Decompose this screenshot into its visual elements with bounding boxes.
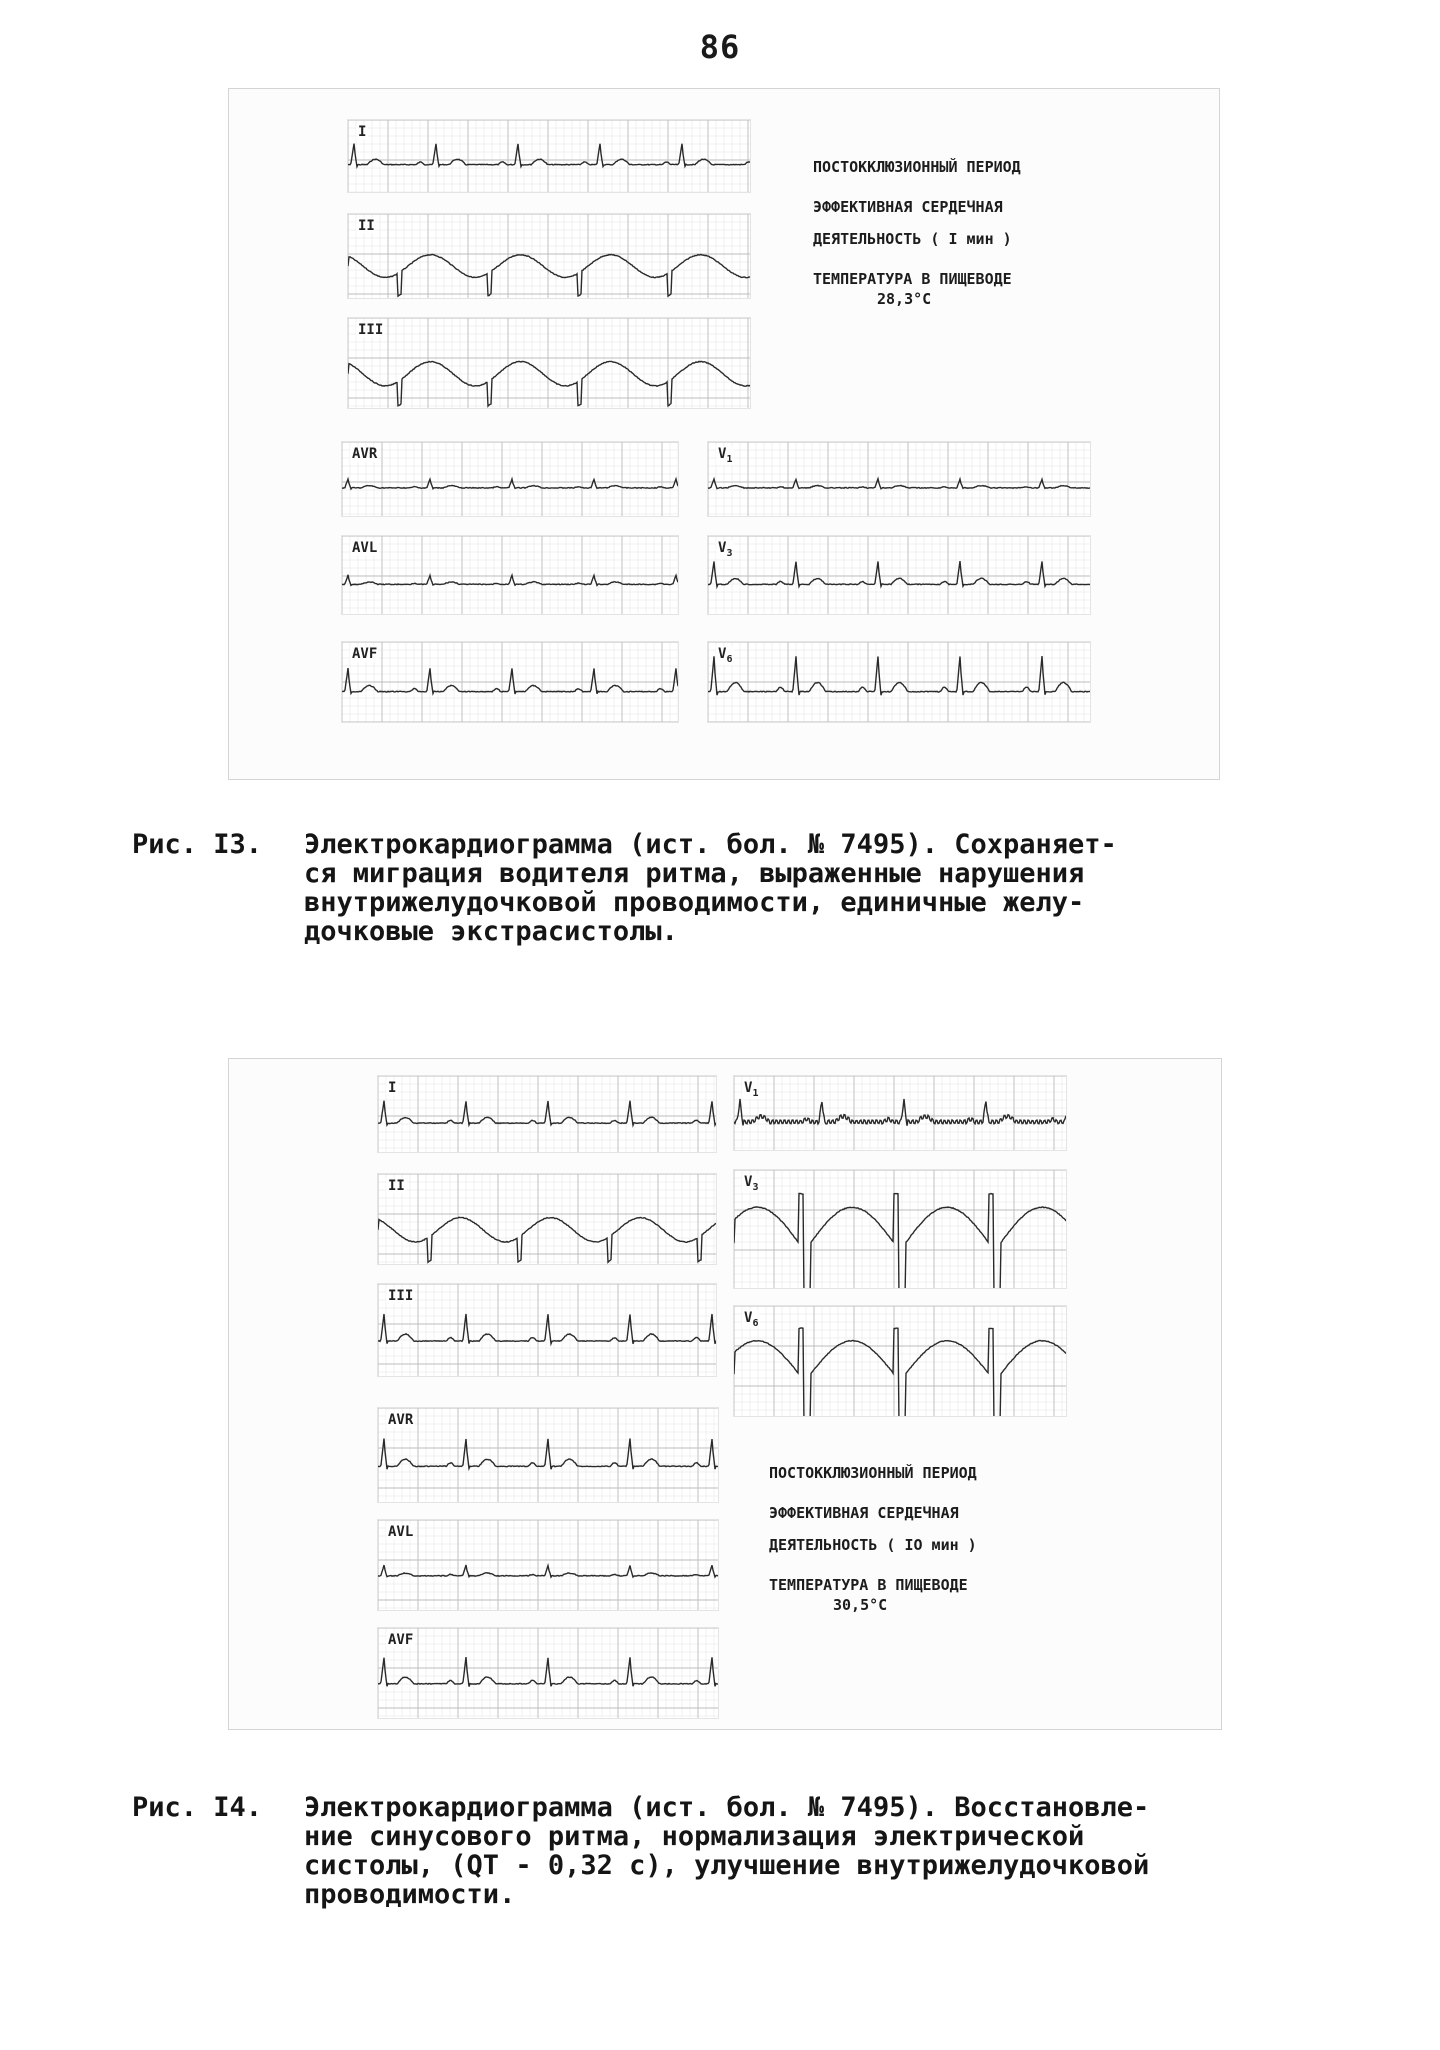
ecg-strip-lead-avl — [341, 535, 679, 615]
ecg-strip-lead-ii — [377, 1173, 717, 1265]
ecg-trace — [378, 1565, 718, 1577]
info-temperature-label: ТЕМПЕРАТУРА В ПИЩЕВОДЕ — [813, 270, 1012, 288]
ecg-figure-13 — [228, 88, 1220, 780]
ecg-trace — [378, 1101, 716, 1126]
caption-line: ся миграция водителя ритма, выраженные нарушения — [304, 858, 1085, 889]
ecg-strip-lead-v6 — [733, 1305, 1067, 1417]
caption-label-14: Рис. I4. — [132, 1792, 263, 1823]
lead-label-v1: $V_1$ — [744, 1080, 759, 1099]
info-temperature-value: 28,3°С — [877, 290, 932, 308]
lead-label-ii: II — [358, 218, 375, 234]
ecg-strip-lead-avl — [377, 1519, 719, 1611]
info-temperature-label: ТЕМПЕРАТУРА В ПИЩЕВОДЕ — [769, 1576, 968, 1594]
ecg-trace — [708, 561, 1090, 587]
caption-line: систолы, (QT - 0,32 с), улучшение внутрижелудочковой — [304, 1850, 1150, 1881]
caption-label-13: Рис. I3. — [132, 829, 263, 860]
ecg-trace — [734, 1099, 1066, 1126]
info-activity-duration: ДЕЯТЕЛЬНОСТЬ ( IO мин ) — [769, 1536, 977, 1554]
ecg-strip-lead-avf — [377, 1627, 719, 1719]
caption-line: внутрижелудочковой проводимости, единичные желу- — [304, 887, 1085, 918]
caption-line: ние синусового ритма, нормализация электрической — [304, 1821, 1085, 1852]
ecg-strip-lead-v1 — [733, 1075, 1067, 1151]
lead-label-v6: $V_6$ — [744, 1310, 759, 1329]
ecg-trace — [708, 479, 1090, 489]
ecg-trace — [378, 1314, 716, 1344]
lead-label-avf: AVF — [388, 1632, 414, 1648]
lead-label-avr: AVR — [388, 1412, 414, 1428]
figure-caption-14 — [132, 1793, 1312, 1909]
lead-label-iii: III — [388, 1288, 414, 1304]
ecg-trace — [378, 1657, 718, 1687]
page-number: 86 — [699, 28, 741, 66]
ecg-trace — [348, 254, 750, 296]
ecg-strip-lead-avr — [341, 441, 679, 517]
lead-label-iii: III — [358, 322, 384, 338]
info-block-14 — [769, 1463, 977, 1615]
lead-label-v6: $V_6$ — [718, 646, 733, 665]
lead-label-v3: $V_3$ — [744, 1174, 759, 1193]
ecg-trace — [378, 1217, 716, 1262]
ecg-trace — [348, 144, 750, 167]
ecg-trace — [734, 1328, 1066, 1416]
lead-label-i: I — [388, 1080, 397, 1096]
ecg-trace — [348, 361, 750, 406]
info-effective: ЭФФЕКТИВНАЯ СЕРДЕЧНАЯ — [769, 1504, 959, 1522]
ecg-trace — [378, 1439, 718, 1470]
info-activity-duration: ДЕЯТЕЛЬНОСТЬ ( I мин ) — [813, 230, 1012, 248]
ecg-strip-lead-v3 — [707, 535, 1091, 615]
info-block-13 — [813, 157, 1021, 309]
ecg-strip-lead-avf — [341, 641, 679, 723]
ecg-strip-lead-iii — [347, 317, 751, 409]
lead-label-avf: AVF — [352, 646, 378, 662]
caption-line: Электрокардиограмма (ист. бол. № 7495). Восстановле- — [304, 1792, 1150, 1823]
ecg-strip-lead-v6 — [707, 641, 1091, 723]
ecg-strip-lead-v1 — [707, 441, 1091, 517]
ecg-strip-lead-i — [347, 119, 751, 193]
figure-caption-13 — [132, 830, 1312, 946]
ecg-trace — [708, 656, 1090, 695]
lead-label-i: I — [358, 124, 367, 140]
ecg-strip-lead-v3 — [733, 1169, 1067, 1289]
ecg-strip-lead-iii — [377, 1283, 717, 1377]
lead-label-v3: $V_3$ — [718, 540, 733, 559]
caption-line: дочковые экстрасистолы. — [304, 916, 678, 947]
caption-line: проводимости. — [304, 1879, 516, 1910]
lead-label-ii: II — [388, 1178, 405, 1194]
ecg-strip-lead-i — [377, 1075, 717, 1153]
ecg-strip-lead-avr — [377, 1407, 719, 1503]
lead-label-avl: AVL — [388, 1524, 414, 1540]
lead-label-avr: AVR — [352, 446, 378, 462]
lead-label-avl: AVL — [352, 540, 378, 556]
info-effective: ЭФФЕКТИВНАЯ СЕРДЕЧНАЯ — [813, 198, 1003, 216]
info-period: ПОСТОККЛЮЗИОННЫЙ ПЕРИОД — [769, 1464, 977, 1482]
info-period: ПОСТОККЛЮЗИОННЫЙ ПЕРИОД — [813, 158, 1021, 176]
ecg-strip-lead-ii — [347, 213, 751, 299]
caption-line: Электрокардиограмма (ист. бол. № 7495). Сохраняет- — [304, 829, 1117, 860]
ecg-figure-14 — [228, 1058, 1222, 1730]
lead-label-v1: $V_1$ — [718, 446, 733, 465]
info-temperature-value: 30,5°С — [833, 1596, 888, 1614]
